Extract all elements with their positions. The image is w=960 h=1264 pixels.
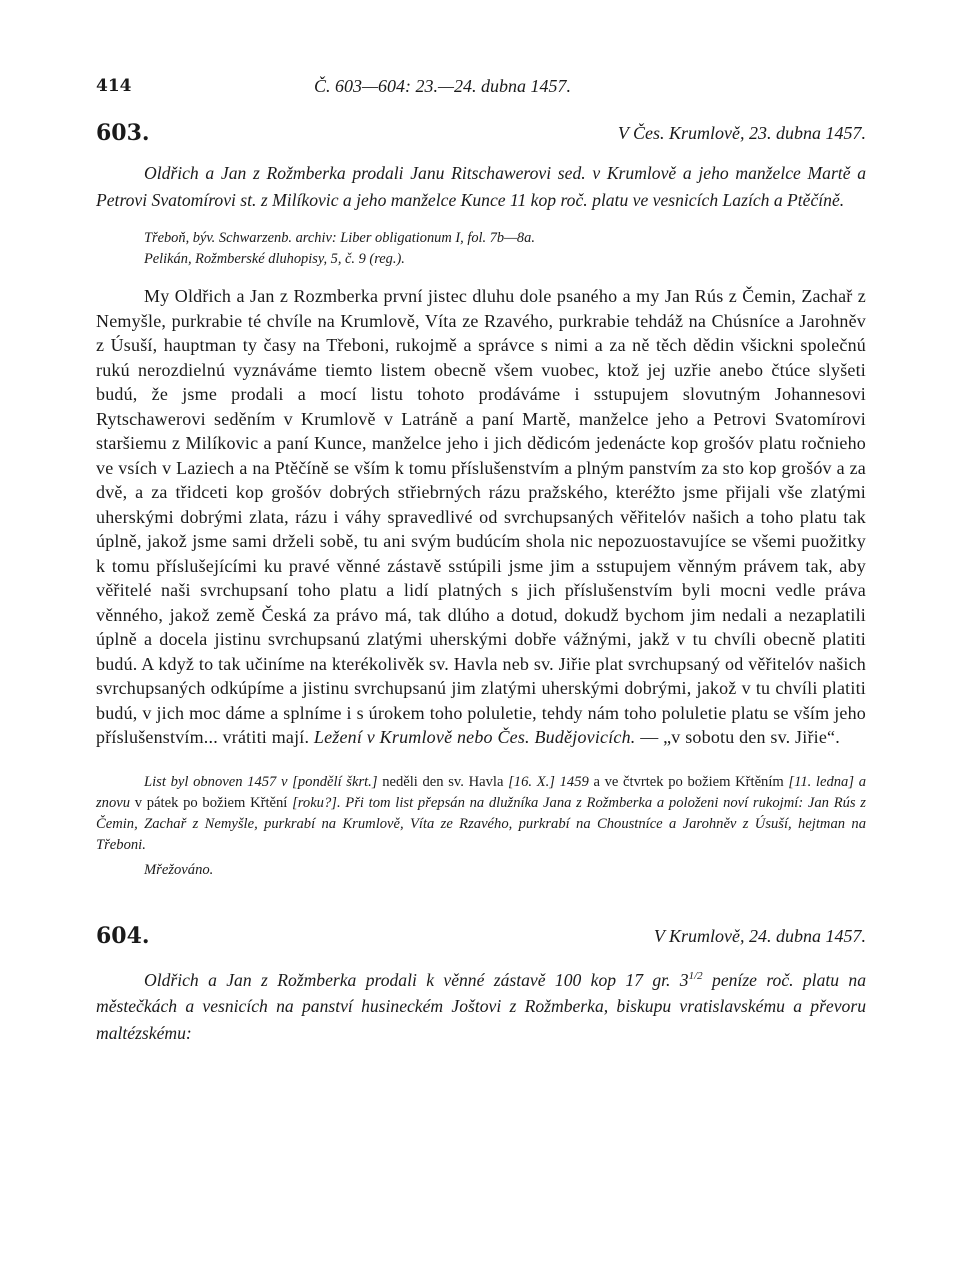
charter-tail: — „v sobotu den sv. Jiřie“.	[640, 727, 840, 747]
entry-place-date: V Čes. Krumlově, 23. dubna 1457.	[617, 123, 866, 143]
note-part: [11. ledna] a znovu	[96, 773, 866, 811]
page-number: 414	[96, 76, 132, 96]
entry-place-date: V Krumlově, 24. dubna 1457.	[653, 925, 866, 946]
note-part: a ve čtvrtek po božiem Křtěním	[593, 773, 789, 790]
regest-part: Oldřich a Jan z Rožmberka prodali k věnné zástavě 100 kop 17 gr. 3	[144, 969, 689, 990]
entry-regest	[96, 963, 866, 1048]
source-line: Třeboň, býv. Schwarzenb. archiv: Liber obligationum I, fol. 7b—8a.	[144, 230, 535, 246]
entry-603	[96, 120, 866, 879]
entry-sources	[144, 228, 866, 270]
charter-text-main: My Oldřich a Jan z Rozmberka první jistec dluhu dole psaného a my Jan Rús z Čemin, Zachař z Nemyšle, purkrabie té chvíle na Krumlově, Víta ze Rzavého, purkrabie tehdáž na Chúsníce a Jarohněv z Úsuší, hauptman ty časy na Třeboni, rukojmě a správce s nimi a za ně těch dědin všickni společnú rukú nerozdielnú vyznáváme tiemto listem obecně všem vuobec, ktož jej uzřie anebo čtúce slyšeti budú, že jsme prodali a mocí listu tohoto prodáváme i sstupujem slovutným Johannesovi Rytschawerovi seděním v Krumlově v Latráně a paní Martě, manželce jeho a Petrovi Svatomírovi staršiemu z Milíkovic a paní Kunce, manželce jeho i jich dědicóm jedenácte kop grošóv platu ročnieho ve vsích v Laziech a na Ptěčíně se vším k tomu příslušenstvím a plným panstvím za sto kop grošóv a za dvě, a za třidceti kop grošóv dobrých střiebrných rázu pražského, kteréžto jsme přijali vše zlatými uherskými dobrými zlata, rázu i váhy spravedlivé od svrchupsaných věřitelóv našich a toho platu tak úplně, jakož jsme sami drželi sobě, tu ani svým budúcím shola nic nepozuostavujíce se všemi puožitky k tomu příslušejícími ku pravé věnné zástavě sstúpili jsme jim a sstupujem věnným právem tak, aby věřitelé naši svrchupsaní toho platu a lidí platných s jich příslušenstvím byli mocni vedle práva věnného, jakož země Česká za právo má, tak dlúho a dotud, dokudž bychom jim nedali a nezaplatili úplně a docela jistinu svrchupsanú zlatými uherskými dobře vážnými, jakž v tu chvíli obecně platiti budú. A když to tak učiníme na kterékolivěk sv. Havla neb sv. Jiřie plat svrchupsaný od věřitelóv našich svrchupsaných odkúpíme a jistinu svrchupsanú jim zlatými uherskými dobrými, jakož v tu chvíli platiti budú, v jich moc dáme a splníme i s úrokem toho poluletie, tehdy nám toho poluletie platu se vším jeho příslušenstvím... vrátiti mají.	[96, 286, 866, 747]
entry-number: 604.	[96, 922, 150, 949]
charter-text	[96, 284, 866, 750]
entry-604	[96, 923, 866, 1048]
editorial-note	[96, 772, 866, 856]
note-part: List byl obnoven 1457 v [pondělí škrt.]	[144, 773, 383, 790]
regest-part: peníze roč. platu na městečkách a vesnicích na panství husineckém Joštovi z Rožmberka, biskupu vratislavskému a převoru maltézskému:	[96, 969, 866, 1044]
document-page	[96, 70, 866, 1047]
running-head	[96, 70, 866, 100]
entry-regest: Oldřich a Jan z Rožmberka prodali Janu Ritschawerovi sed. v Krumlově a jeho manželce Martě a Petrovi Svatomírovi st. z Milíkovic a jeho manželce Kunce 11 kop roč. platu ve vesnicích Lazích a Ptěčíně.	[96, 163, 866, 210]
running-title: Č. 603—604: 23.—24. dubna 1457.	[314, 76, 572, 96]
charter-dating: Ležení v Krumlově nebo Čes. Budějovicích.	[313, 727, 636, 747]
regest-fraction: 1/2	[688, 969, 703, 982]
entry-header	[96, 923, 866, 953]
note-part: [roku?]. Při tom list přepsán na dlužníka Jana z Rožmberka a položeni noví rukojmí: Jan Rús z Čemin, Zachař z Nemyšle, purkrabí na Krumlově, Víta ze Rzavého, purkrabí na Choustníce a Jarohněv z Úsuší, hejtman na Třeboni.	[96, 794, 866, 853]
note-part: neděli den sv. Havla	[382, 773, 509, 790]
note-part: [16. X.] 1459	[508, 773, 594, 790]
note-part: v pátek po božiem Křtění	[134, 794, 293, 811]
entry-number: 603.	[96, 120, 150, 146]
source-line: Pelikán, Rožmberské dluhopisy, 5, č. 9 (reg.).	[144, 251, 405, 267]
entry-header	[96, 120, 866, 150]
note-end: Mřežováno.	[144, 861, 214, 878]
